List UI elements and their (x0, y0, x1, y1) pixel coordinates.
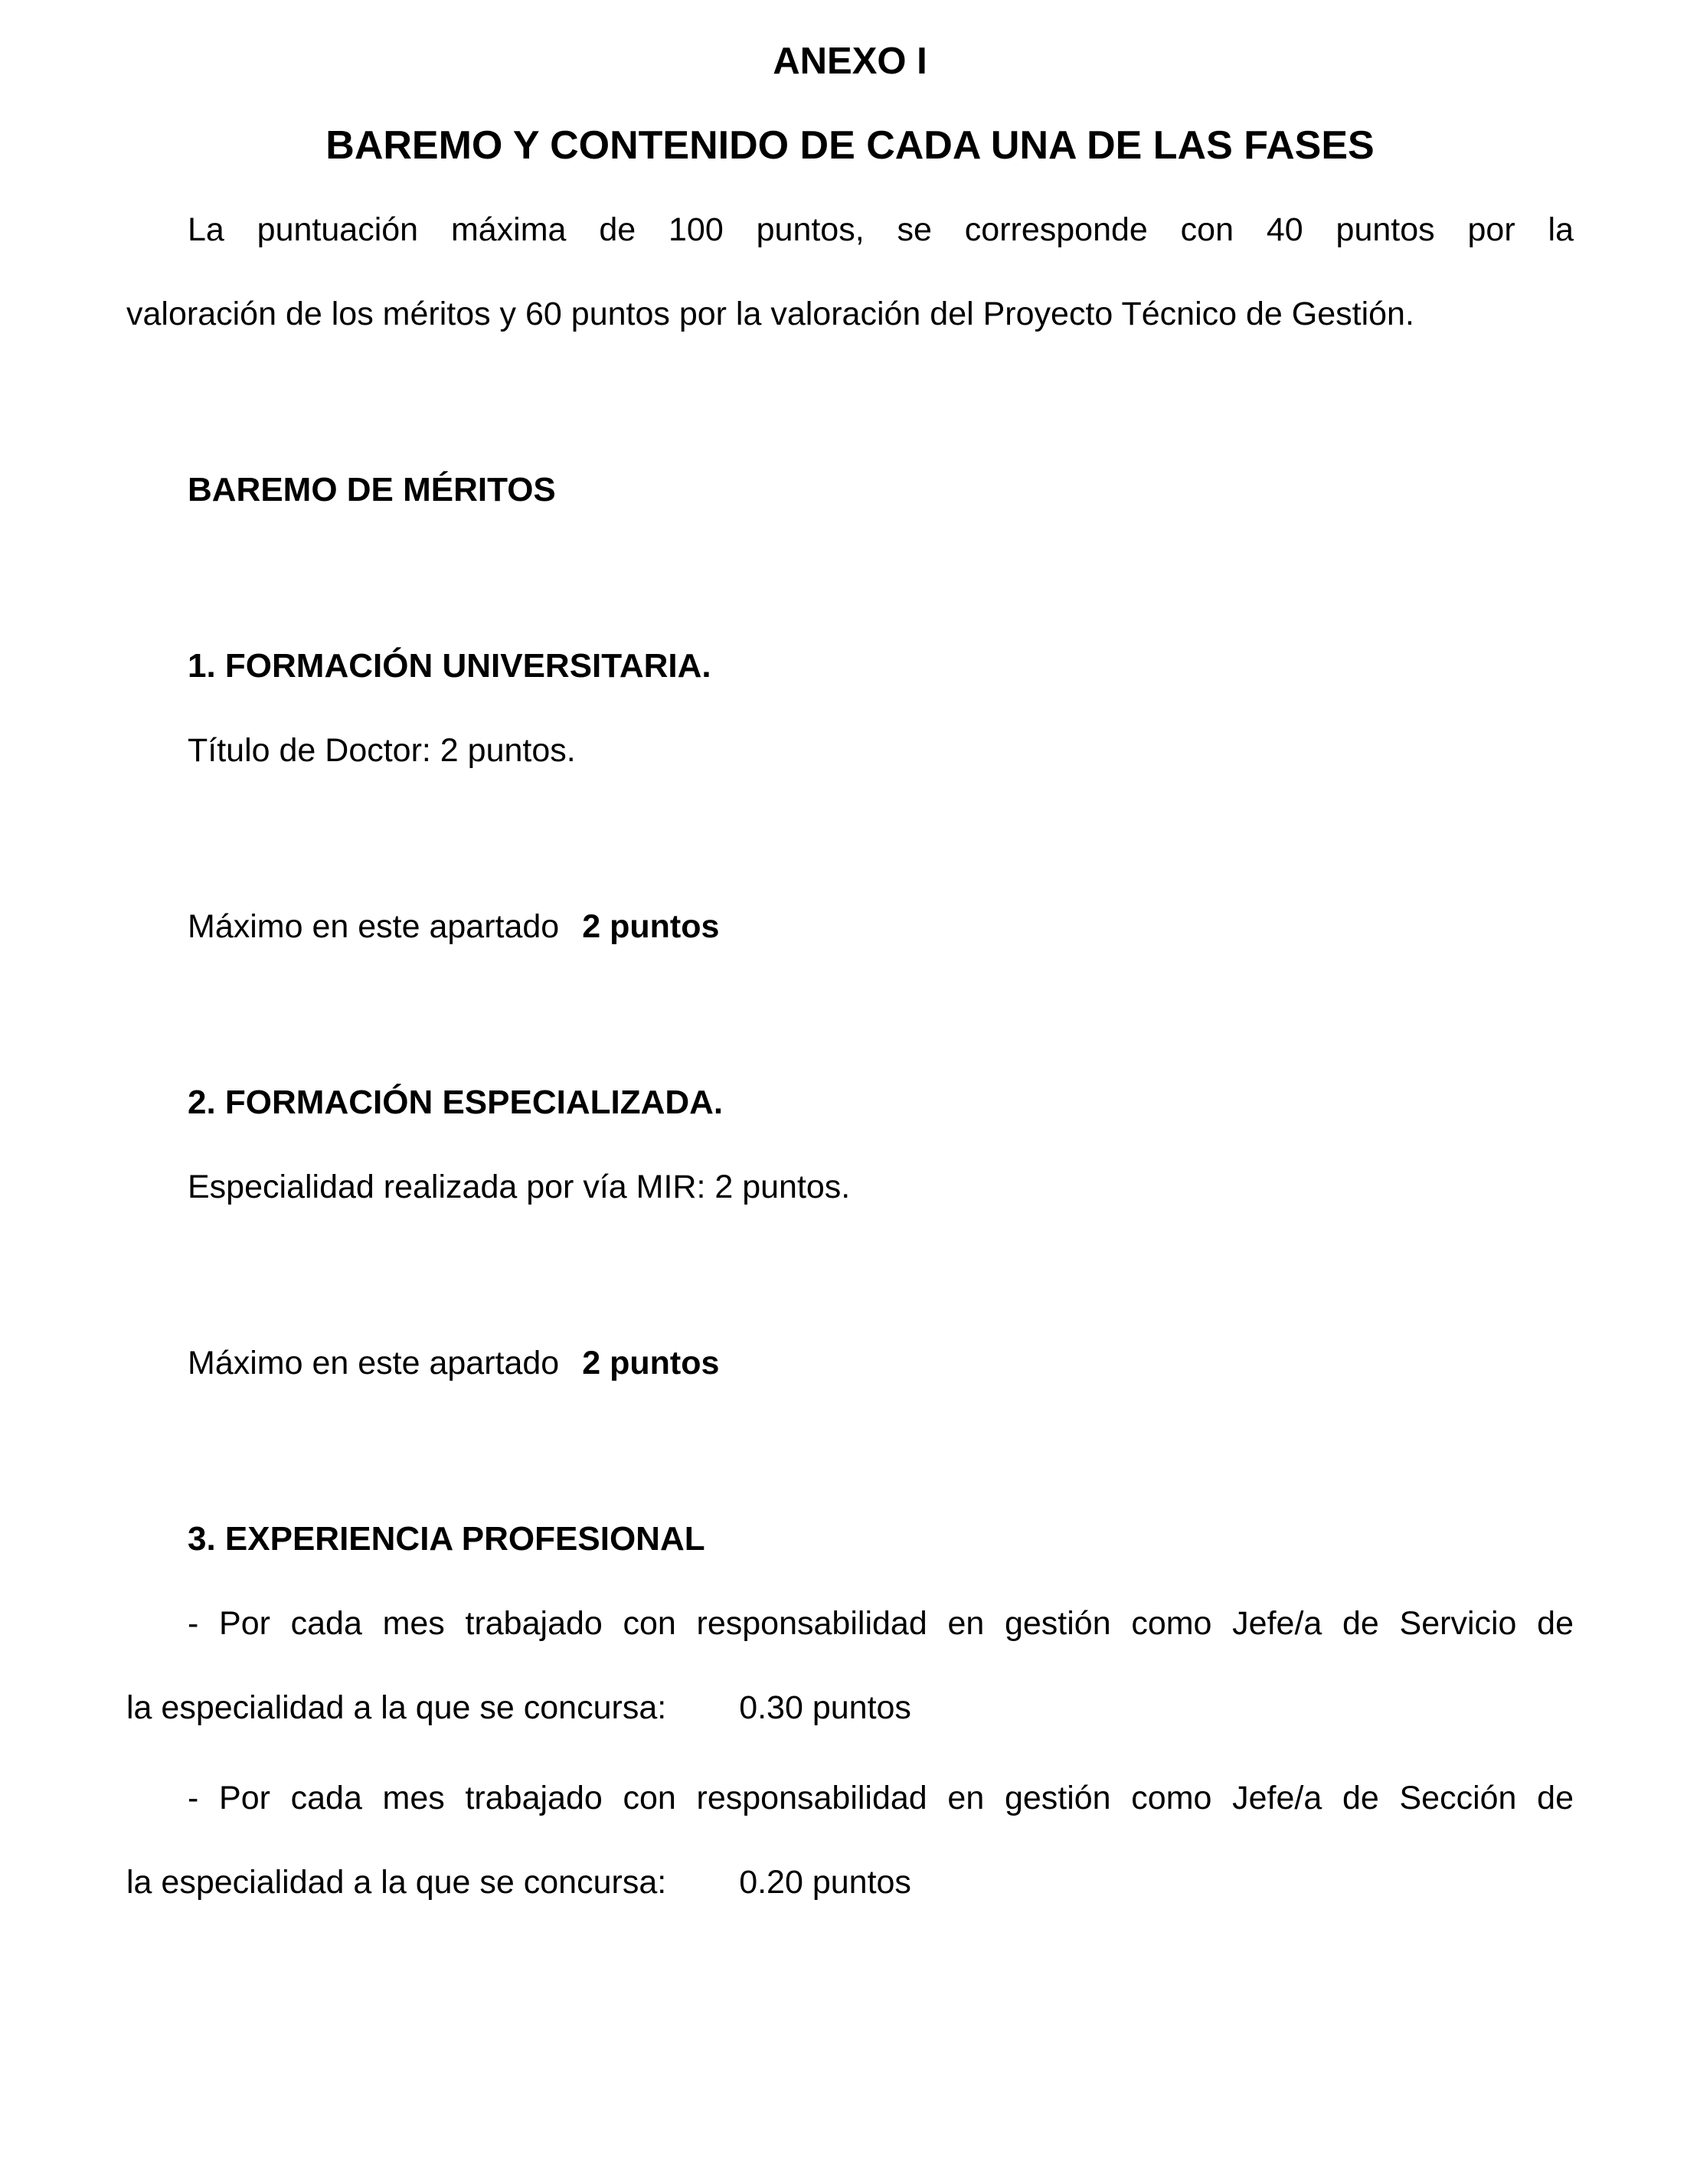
section-2-max-line (126, 1321, 1574, 1405)
item-line-2 (126, 1840, 1574, 1924)
max-label: Máximo en este apartado (188, 1345, 560, 1381)
max-label: Máximo en este apartado (188, 908, 560, 945)
item-line-1: - Por cada mes trabajado con responsabilidad en gestión como Jefe/a de Sección de (188, 1780, 1574, 1816)
experience-item (126, 1756, 1574, 1924)
experience-item (126, 1581, 1574, 1750)
document-title: ANEXO I (773, 41, 927, 82)
intro-line-1: La puntuación máxima de 100 puntos, se corresponde con 40 puntos por la (188, 211, 1574, 248)
max-value: 2 puntos (582, 1345, 720, 1381)
item-line-2 (126, 1666, 1574, 1750)
section-2-body: Especialidad realizada por vía MIR: 2 puntos. (188, 1169, 851, 1205)
item-line-2-text: la especialidad a la que se concursa: (126, 1864, 667, 1901)
item-points: 0.20 puntos (739, 1864, 911, 1901)
section-1-heading: 1. FORMACIÓN UNIVERSITARIA. (188, 647, 711, 685)
section-1-body: Título de Doctor: 2 puntos. (188, 732, 576, 769)
section-1-max-line (126, 884, 1574, 969)
intro-paragraph (126, 188, 1574, 356)
section-3-heading: 3. EXPERIENCIA PROFESIONAL (188, 1520, 705, 1558)
item-line-2-text: la especialidad a la que se concursa: (126, 1689, 667, 1726)
intro-line-2: valoración de los méritos y 60 puntos por la valoración del Proyecto Técnico de Gestión. (126, 296, 1414, 332)
section-2-heading: 2. FORMACIÓN ESPECIALIZADA. (188, 1084, 724, 1121)
merits-heading: BAREMO DE MÉRITOS (188, 471, 556, 508)
item-line-1: - Por cada mes trabajado con responsabilidad en gestión como Jefe/a de Servicio de (188, 1605, 1574, 1642)
max-value: 2 puntos (582, 908, 720, 945)
item-points: 0.30 puntos (739, 1689, 911, 1726)
document-subtitle: BAREMO Y CONTENIDO DE CADA UNA DE LAS FASES (325, 123, 1375, 168)
